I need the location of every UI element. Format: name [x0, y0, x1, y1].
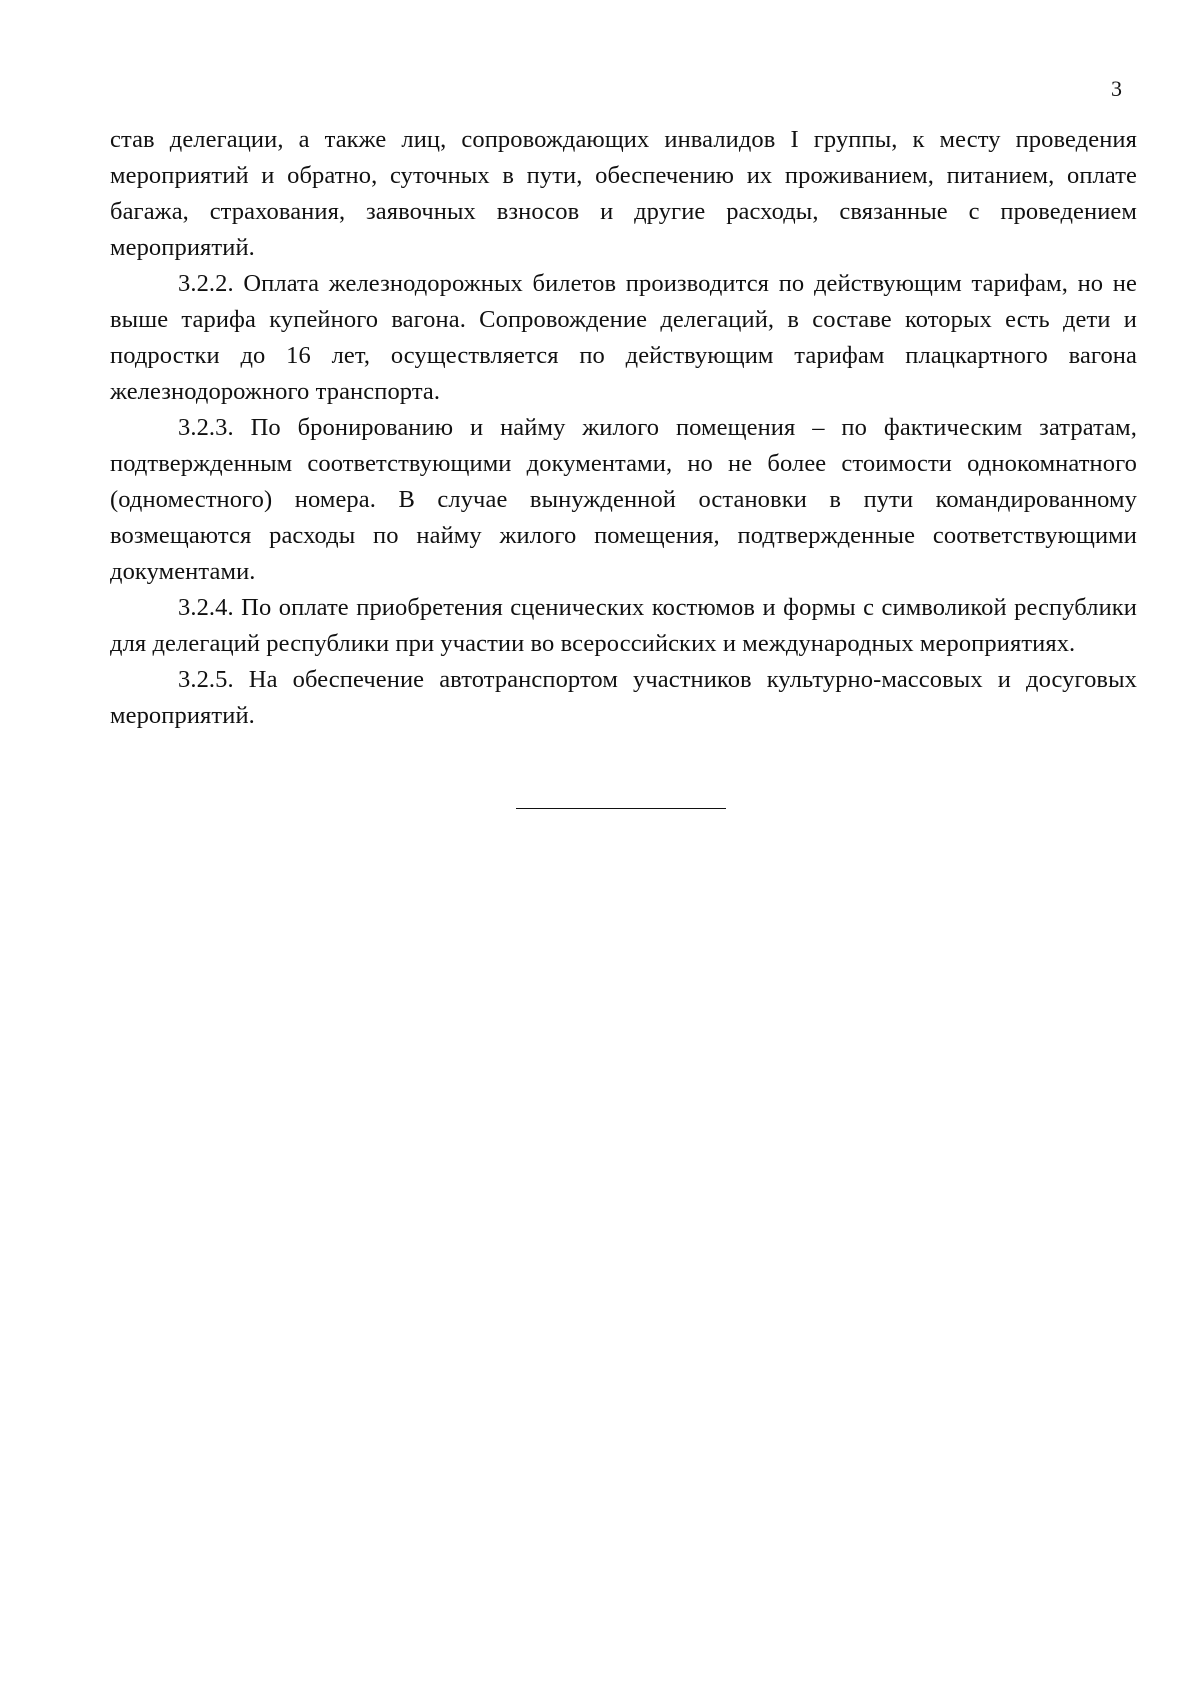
document-body — [110, 122, 1137, 734]
paragraph-3-2-3: 3.2.3. По бронированию и найму жилого помещения – по фактическим затратам, подтвержденным соответствующими документами, но не более стоимости однокомнатного (одноместного) номера. В случае вынужденной остановки в пути командированному возмещаются расходы по найму жилого помещения, подтвержденные соответствующими документами. — [110, 414, 1137, 585]
page-number: 3 — [1111, 76, 1122, 101]
paragraph-continuation: став делегации, а также лиц, сопровождающих инвалидов I группы, к месту проведения мероприятий и обратно, суточных в пути, обеспечению их проживанием, питанием, оплате багажа, страхования, заявочных взносов и другие расходы, связанные с проведением мероприятий. — [110, 126, 1137, 261]
end-divider-line — [516, 808, 726, 809]
paragraph-3-2-5: 3.2.5. На обеспечение автотранспортом участников культурно-массовых и досуговых мероприятий. — [110, 666, 1137, 729]
paragraph-3-2-4: 3.2.4. По оплате приобретения сценических костюмов и формы с символикой республики для делегаций республики при участии во всероссийских и международных мероприятиях. — [110, 594, 1137, 657]
paragraph-3-2-2: 3.2.2. Оплата железнодорожных билетов производится по действующим тарифам, но не выше тарифа купейного вагона. Сопровождение делегаций, в составе которых есть дети и подростки до 16 лет, осуществляется по действующим тарифам плацкартного вагона железнодорожного транспорта. — [110, 270, 1137, 405]
